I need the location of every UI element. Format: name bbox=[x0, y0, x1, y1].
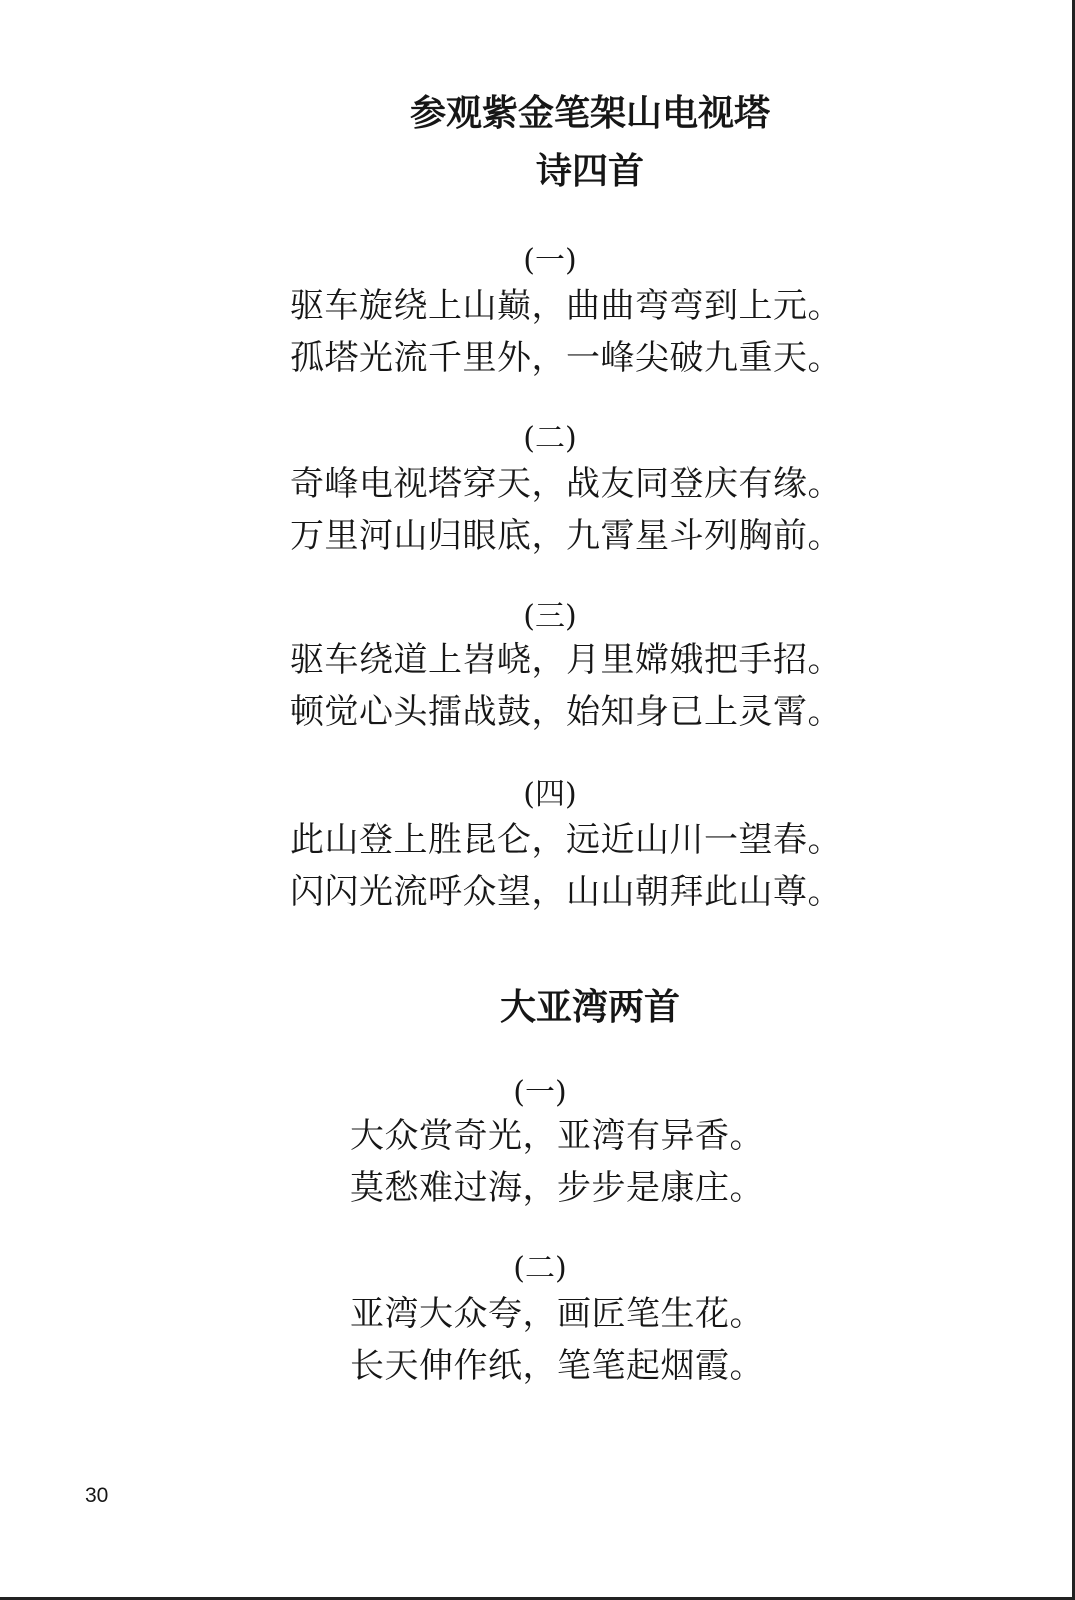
poem-line: 驱车绕道上岧峣，月里嫦娥把手招。 bbox=[290, 640, 842, 680]
poem-group-title: 参观紫金笔架山电视塔 bbox=[409, 93, 770, 134]
poem-group-subtitle: 诗四首 bbox=[535, 151, 644, 192]
poem-number: (一) bbox=[523, 243, 577, 278]
poem-line: 莫愁难过海，步步是康庄。 bbox=[350, 1168, 764, 1208]
poem-number: (一) bbox=[513, 1075, 567, 1110]
poem-line: 万里河山归眼底，九霄星斗列胸前。 bbox=[290, 516, 842, 556]
poem-group-title: 大亚湾两首 bbox=[499, 987, 680, 1028]
poem-line: 闪闪光流呼众望，山山朝拜此山尊。 bbox=[290, 872, 842, 912]
page-number: 30 bbox=[85, 1484, 109, 1507]
poem-line: 奇峰电视塔穿天，战友同登庆有缘。 bbox=[290, 464, 842, 504]
poem-number: (四) bbox=[523, 777, 577, 812]
poem-line: 亚湾大众夸，画匠笔生花。 bbox=[350, 1294, 764, 1334]
poem-line: 大众赏奇光，亚湾有异香。 bbox=[350, 1116, 764, 1156]
poem-line: 孤塔光流千里外，一峰尖破九重天。 bbox=[290, 338, 842, 378]
poem-line: 长天伸作纸，笔笔起烟霞。 bbox=[350, 1346, 764, 1386]
poem-line: 此山登上胜昆仑，远近山川一望春。 bbox=[290, 820, 842, 860]
poem-line: 顿觉心头擂战鼓，始知身已上灵霄。 bbox=[290, 692, 842, 732]
poem-line: 驱车旋绕上山巅，曲曲弯弯到上元。 bbox=[290, 286, 842, 326]
poem-number: (二) bbox=[523, 421, 577, 456]
poem-number: (二) bbox=[513, 1251, 567, 1286]
poem-number: (三) bbox=[523, 599, 577, 634]
